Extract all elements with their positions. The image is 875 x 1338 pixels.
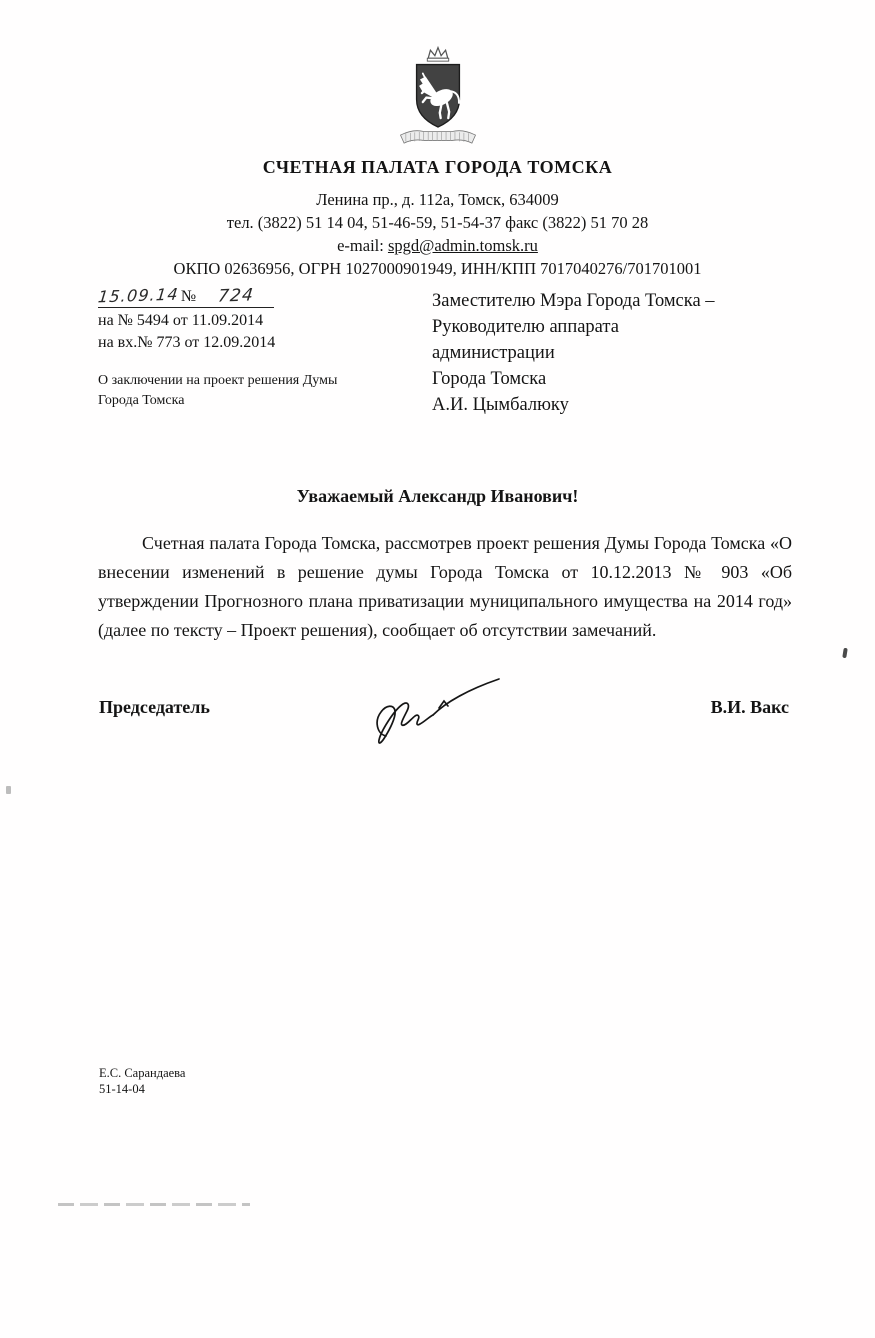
reference-block [98, 286, 428, 411]
handwritten-number: 724 [217, 285, 256, 307]
addressee-line: Города Томска [432, 369, 547, 389]
tomsk-coat-of-arms-icon [392, 44, 484, 144]
signer-title: Председатель [99, 697, 210, 717]
executor-name: Е.С. Сарандаева [99, 1066, 186, 1080]
addressee-line: А.И. Цымбалюку [432, 395, 569, 415]
signer-name: В.И. Вакс [710, 697, 789, 717]
org-reg-codes: ОКПО 02636956, ОГРН 1027000901949, ИНН/КПП 7017040276/701701001 [173, 259, 702, 278]
org-address: Ленина пр., д. 112а, Томск, 634009 [316, 190, 559, 209]
scan-artifact-mark [842, 648, 848, 659]
org-phones: тел. (3822) 51 14 04, 51-46-59, 51-54-37 факс (3822) 51 70 28 [226, 213, 649, 232]
addressee-line: Руководителю аппарата [432, 317, 619, 337]
salutation: Уважаемый Александр Иванович! [296, 486, 579, 506]
email-address: spgd@admin.tomsk.ru [387, 236, 538, 255]
letter-body: Счетная палата Города Томска, рассмотрев проект решения Думы Города Томска «О внесении изменений в решение думы Города Томска от 10.12.2013 № 903 «Об утверждении Прогнозного плана приватизации муниципального имущества на 2014 год» (далее по тексту – Проект решения), сообщает об отсутствии замечаний. [98, 533, 792, 640]
scan-artifact-mark [6, 786, 11, 794]
addressee-line: Заместителю Мэра Города Томска – [432, 291, 715, 311]
subject-line-2: Города Томска [98, 393, 185, 408]
addressee-block [432, 288, 777, 418]
executor-block [99, 1065, 185, 1097]
handwritten-date: 15.09.14 [97, 284, 180, 307]
addressee-line: администрации [432, 343, 555, 363]
email-label: e-mail: [337, 236, 388, 255]
executor-phone: 51-14-04 [99, 1082, 145, 1096]
reply-reference-2: на вх.№ 773 от 12.09.2014 [98, 334, 276, 351]
number-sign: № [180, 288, 197, 305]
outgoing-number-row [98, 286, 274, 308]
scan-artifact-line [58, 1203, 250, 1206]
reply-reference-1: на № 5494 от 11.09.2014 [98, 312, 264, 329]
org-name: СЧЕТНАЯ ПАЛАТА ГОРОДА ТОМСКА [262, 157, 613, 177]
org-email-line [0, 234, 875, 257]
handwritten-signature-icon [356, 668, 511, 753]
org-contacts-block [0, 188, 875, 280]
subject-line-1: О заключении на проект решения Думы [98, 373, 338, 388]
letter-subject [98, 371, 360, 411]
